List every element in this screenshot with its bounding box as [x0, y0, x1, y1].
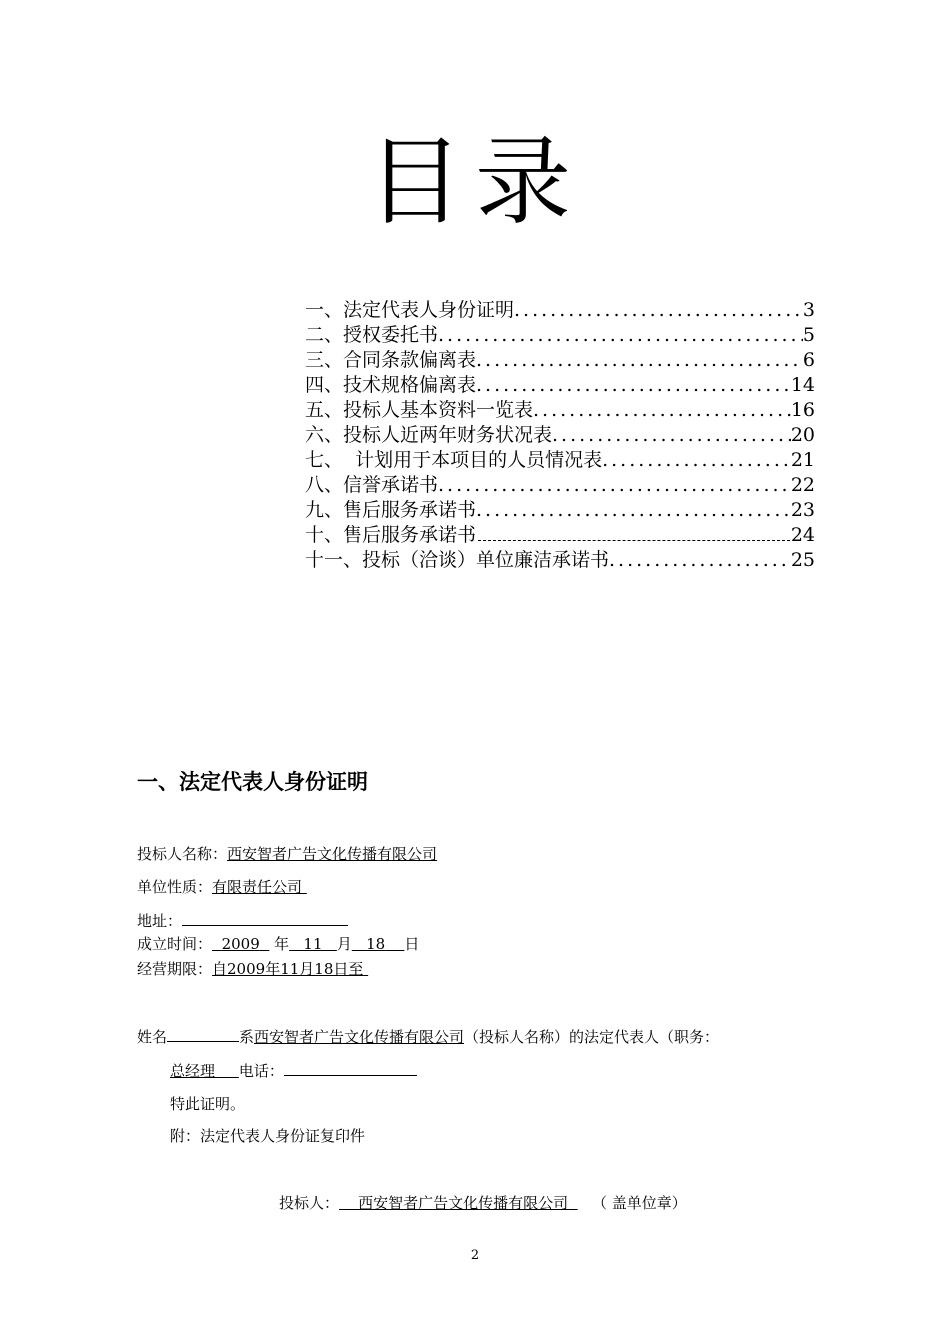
toc-entry-label: 五、投标人基本资料一览表	[305, 399, 534, 421]
toc-entry-label: 十、售后服务承诺书	[305, 524, 477, 546]
toc-entry-label: 六、投标人近两年财务状况表	[305, 424, 553, 446]
table-of-contents	[305, 298, 815, 573]
toc-entry-label: 十一、投标（洽谈）单位廉洁承诺书	[305, 549, 610, 571]
day-unit: 日	[404, 935, 420, 953]
toc-entry-label: 三、合同条款偏离表	[305, 349, 477, 371]
unit-nature-label: 单位性质：	[137, 878, 213, 896]
attachment-text: 附：法定代表人身份证复印件	[170, 1127, 366, 1145]
toc-entry-label: 二、授权委托书	[305, 324, 439, 346]
established-year: 2009	[221, 935, 260, 953]
toc-entry[interactable]	[305, 448, 815, 473]
toc-leader	[514, 298, 803, 323]
toc-entry-page: 6	[802, 349, 815, 371]
toc-leader	[476, 348, 803, 373]
name-blank	[167, 1026, 239, 1042]
toc-entry-page: 3	[802, 299, 815, 321]
toc-entry-label: 八、信誉承诺书	[305, 474, 439, 496]
address-blank	[182, 910, 348, 926]
unit-nature-line	[137, 877, 307, 897]
established-line	[137, 934, 419, 954]
toc-leader	[552, 423, 791, 448]
toc-entry-page: 20	[790, 424, 815, 446]
toc-entry-page: 23	[790, 499, 815, 521]
name-label: 姓名	[137, 1028, 168, 1046]
representative-text: （投标人名称）的法定代表人（职务：	[464, 1028, 720, 1046]
toc-entry[interactable]	[305, 473, 815, 498]
year-unit: 年	[274, 935, 290, 953]
term-label: 经营期限：	[137, 960, 213, 978]
toc-entry-label: 一、法定代表人身份证明	[305, 299, 515, 321]
toc-entry-page: 5	[802, 324, 815, 346]
month-unit: 月	[336, 935, 352, 953]
section-heading: 一、法定代表人身份证明	[137, 770, 368, 794]
toc-entry[interactable]	[305, 373, 815, 398]
toc-title: 目录	[367, 126, 583, 238]
toc-entry[interactable]	[305, 348, 815, 373]
established-day: 18	[366, 935, 386, 953]
sign-company: 西安智者广告文化传播有限公司	[358, 1194, 569, 1212]
toc-leader	[602, 448, 791, 473]
representative-line	[137, 1026, 719, 1047]
toc-entry-page: 14	[790, 374, 815, 396]
term-line	[137, 959, 368, 979]
toc-entry[interactable]	[305, 298, 815, 323]
toc-entry[interactable]	[305, 398, 815, 423]
toc-leader	[476, 373, 791, 398]
bidder-name-value: 西安智者广告文化传播有限公司	[227, 845, 438, 863]
page-number: 2	[470, 1248, 480, 1263]
toc-entry[interactable]	[305, 323, 815, 348]
toc-leader	[438, 473, 791, 498]
phone-label: 电话：	[238, 1062, 284, 1080]
company-name: 西安智者广告文化传播有限公司	[254, 1028, 465, 1046]
address-label: 地址：	[137, 912, 183, 930]
toc-leader	[476, 498, 791, 523]
toc-entry-page: 24	[790, 524, 815, 546]
toc-entry[interactable]	[305, 523, 815, 548]
toc-leader	[478, 540, 790, 541]
toc-entry[interactable]	[305, 498, 815, 523]
toc-leader	[609, 548, 791, 573]
bidder-name-line	[137, 844, 437, 864]
signature-line	[279, 1193, 687, 1213]
term-value: 自2009年11月18日至	[212, 960, 364, 978]
toc-entry-page: 21	[790, 449, 815, 471]
position-value: 总经理	[170, 1062, 216, 1080]
certify-text: 特此证明。	[170, 1095, 246, 1113]
toc-entry-label: 七、 计划用于本项目的人员情况表	[305, 449, 603, 471]
toc-entry-label: 四、技术规格偏离表	[305, 374, 477, 396]
position-line	[170, 1060, 417, 1081]
established-label: 成立时间：	[137, 935, 213, 953]
toc-entry-page: 22	[790, 474, 815, 496]
seal-text: （ 盖单位章）	[591, 1194, 687, 1212]
established-month: 11	[303, 935, 323, 953]
toc-leader	[438, 323, 803, 348]
toc-entry[interactable]	[305, 423, 815, 448]
toc-entry-page: 16	[790, 399, 815, 421]
bidder-name-label: 投标人名称：	[137, 845, 228, 863]
phone-blank	[284, 1060, 417, 1076]
toc-entry-page: 25	[790, 549, 815, 571]
toc-leader	[533, 398, 791, 423]
toc-entry[interactable]	[305, 548, 815, 573]
toc-entry-label: 九、售后服务承诺书	[305, 499, 477, 521]
address-line	[137, 910, 348, 931]
unit-nature-value: 有限责任公司	[212, 878, 303, 896]
sign-label: 投标人：	[279, 1194, 340, 1212]
is-text: 系	[239, 1028, 255, 1046]
